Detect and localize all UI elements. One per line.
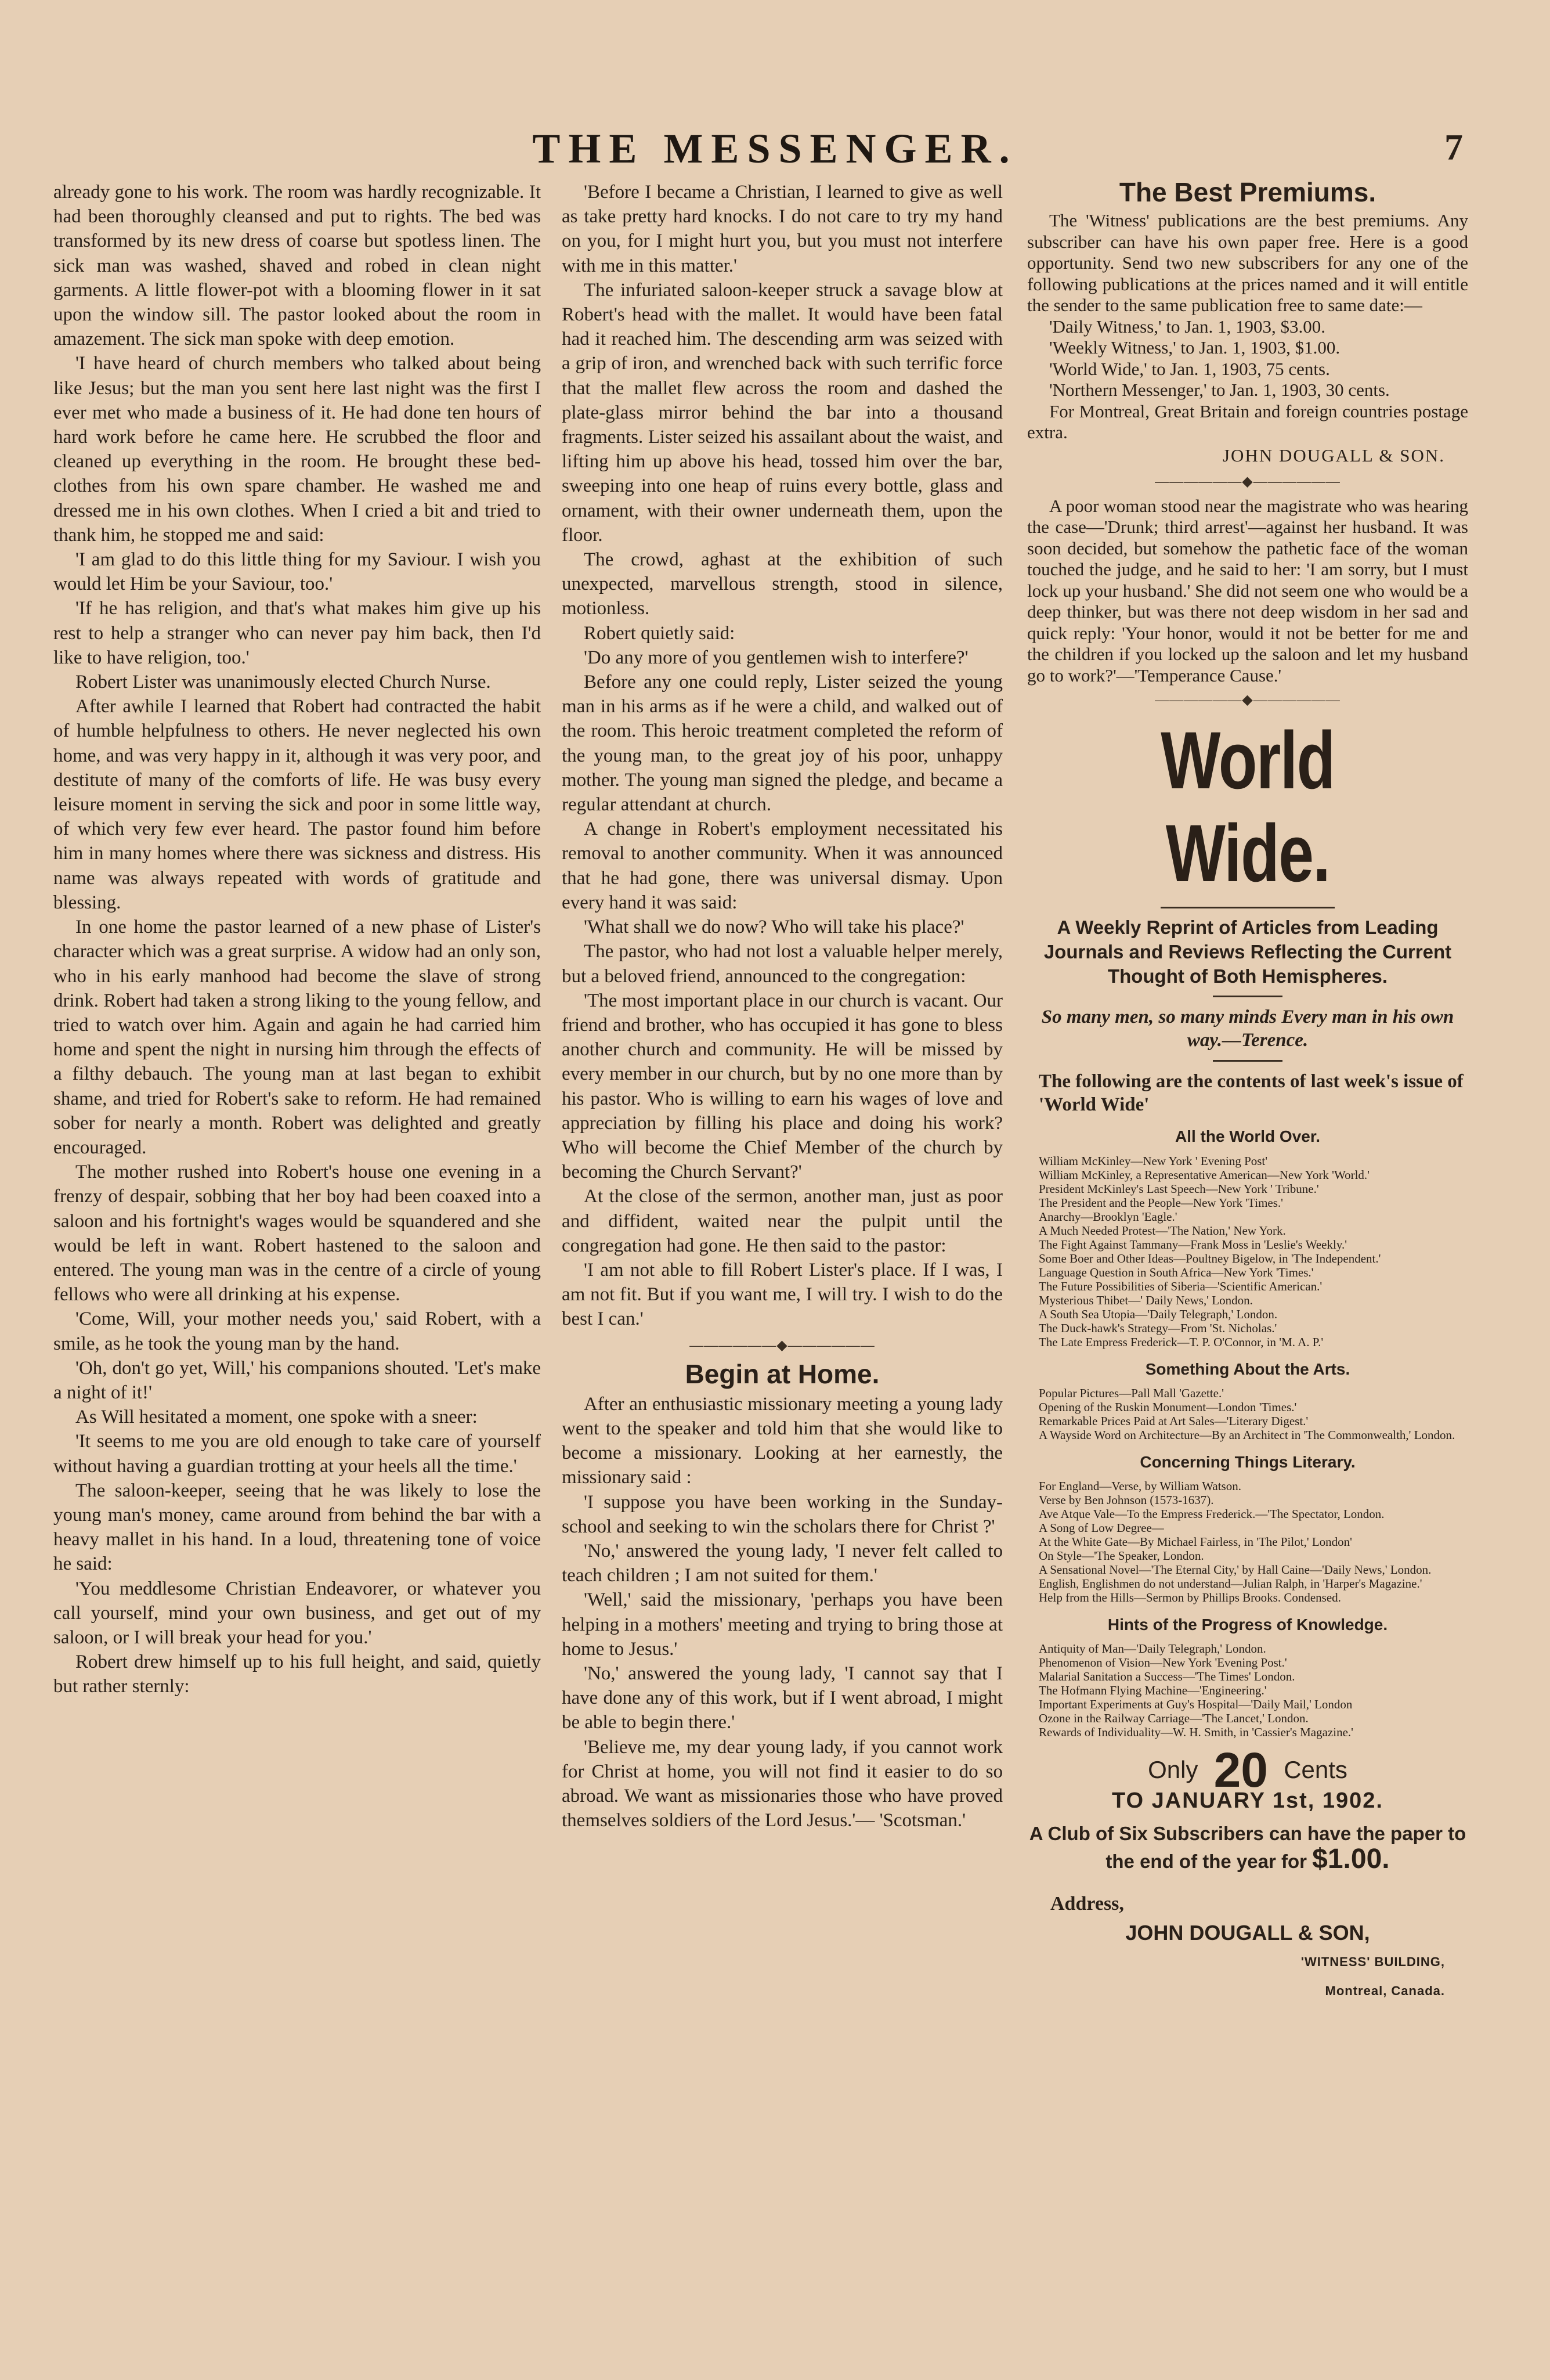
paragraph: The saloon-keeper, seeing that he was likely to lose the young man's money, came around from behind the bar with a heavy mallet in his hand. In a loud, threatening tone of voice he said: [53,1480,541,1575]
paragraph: The mother rushed into Robert's house one evening in a frenzy of despair, sobbing that her boy had been coaxed into a saloon and his fortnight's wages would be squandered and she would be left in want. Robert hastened to the saloon and entered. The young man was in the centre of a circle of young fellows who were all drinking at his expense. [53,1162,541,1306]
divider [1213,996,1282,997]
page-title: THE MESSENGER. [532,125,1018,172]
list-item: Important Experiments at Guy's Hospital—'Daily Mail,' London [1039,1697,1353,1712]
list-item: The President and the People—New York 'Times.' [1039,1195,1283,1210]
list-item: President McKinley's Last Speech—New York ' Tribune.' [1039,1181,1319,1196]
list-item: Verse by Ben Johnson (1573-1637). [1039,1493,1214,1508]
world-wide-tagline: A Weekly Reprint of Articles from Leading Journals and Reviews Reflecting the Current Thought of Both Hemispheres. [1043,917,1452,987]
page-number: 7 [1444,127,1463,168]
section-heading: All the World Over. [1175,1127,1320,1146]
club-offer-price: $1.00. [1312,1843,1390,1874]
club-offer [1027,1821,1468,1874]
contents-intro: The following are the contents of last week's issue of 'World Wide' [1039,1071,1464,1116]
paragraph: Robert drew himself up to his full height, and said, quietly but rather sternly: [53,1651,541,1697]
section-heading: Concerning Things Literary. [1140,1452,1356,1471]
list-item: 'Northern Messenger,' to Jan. 1, 1903, 30 cents. [1049,380,1390,401]
paragraph: 'I suppose you have been working in the Sunday-school and seeking to win the scholars there for Christ ?' [562,1491,1003,1537]
list-item: 'Daily Witness,' to Jan. 1, 1903, $3.00. [1049,316,1326,337]
masthead [0,113,1550,177]
list-item: The Duck-hawk's Strategy—From 'St. Nicholas.' [1039,1321,1277,1335]
paragraph: 'You meddlesome Christian Endeavorer, or whatever you call yourself, mind your own business, and get out of my saloon, or I will break your head for you.' [53,1578,541,1648]
offer-price-value: 20 [1213,1743,1269,1798]
contents-list [1027,1642,1468,1739]
list-item: William McKinley, a Representative American—New York 'World.' [1039,1167,1370,1182]
column-1 [53,180,541,2363]
paragraph: 'I have heard of church members who talked about being like Jesus; but the man you sent here last night was the first I ever met who made a business of it. He had done ten hours of hard work before he came here. He scrubbed the floor and cleaned up everything in the room. He brought these bed-clothes from his own spare chamber. He washed me and dressed me in his own clothes. When I cried a bit and tried to thank him, he stopped me and said: [53,353,541,546]
list-item: 'Weekly Witness,' to Jan. 1, 1903, $1.00. [1049,337,1341,358]
list-item: Rewards of Individuality—W. H. Smith, in 'Cassier's Magazine.' [1039,1725,1353,1740]
paragraph: Robert Lister was unanimously elected Church Nurse. [75,672,491,693]
offer-price [1027,1743,1468,1798]
section-divider: ――――――◆―――――― [1155,474,1341,489]
section-heading: Hints of the Progress of Knowledge. [1107,1615,1388,1634]
paragraph: 'No,' answered the young lady, 'I cannot say that I have done any of this work, but if I went abroad, I might be able to begin there.' [562,1663,1003,1733]
paragraph: The 'Witness' publications are the best premiums. Any subscriber can have his own paper free. Here is a good opportunity. Send two new subscribers for any one of the following publications at the prices named and it will entitle the sender to the same publication free to same date:— [1027,210,1468,316]
paragraph: already gone to his work. The room was hardly recognizable. It had been thoroughly cleansed and put to rights. The bed was transformed by its new dress of coarse but spotless linen. The sick man was washed, shaved and robed in clean night garments. A little flower-pot with a blooming flower in it sat upon the window sill. The pastor looked about the room in amazement. The sick man spoke with deep emotion. [53,182,541,350]
paragraph: In one home the pastor learned of a new phase of Lister's character which was a great surprise. A widow had an only son, who in his early manhood had become the slave of strong drink. Robert had taken a strong liking to the young fellow, and tried to watch over him. Again and again he had carried him home and spent the night in nursing him through the effects of a filthy debauch. The young man at last began to exhibit shame, and tried for Robert's sake to reform. He had remained sober for nearly a month. Robert was delighted and greatly encouraged. [53,917,541,1158]
paragraph: 'Believe me, my dear young lady, if you cannot work for Christ at home, you will not find it easier to do so abroad. We want as missionaries those who have proved themselves soldiers of the Lord Jesus.'— 'Scotsman.' [562,1736,1003,1831]
paragraph: As Will hesitated a moment, one spoke with a sneer: [75,1407,478,1428]
list-item: On Style—'The Speaker, London. [1039,1549,1204,1563]
list-item: A South Sea Utopia—'Daily Telegraph,' London. [1039,1307,1278,1321]
list-item: At the White Gate—By Michael Fairless, in 'The Pilot,' London' [1039,1535,1352,1549]
list-item: Antiquity of Man—'Daily Telegraph,' London. [1039,1642,1266,1656]
list-item: A Sensational Novel—'The Eternal City,' by Hall Caine—'Daily News,' London. [1039,1563,1432,1577]
list-item: The Hofmann Flying Machine—'Engineering.' [1039,1683,1267,1698]
divider [1213,1060,1282,1062]
paragraph: Before any one could reply, Lister seized the young man in his arms as if he were a child, and walked out of the room. This heroic treatment completed the reform of the young man, to the great joy of his poor, unhappy mother. The young man signed the pledge, and became a regular attendant at church. [562,672,1003,816]
list-item: Opening of the Ruskin Monument—London 'Times.' [1039,1400,1297,1414]
list-item: A Much Needed Protest—'The Nation,' New York. [1039,1223,1286,1238]
paragraph: 'The most important place in our church is vacant. Our friend and brother, who has occupied it has gone to bless another church and community. He will be missed by every member in our church, but by no one more than by his pastor. Who is willing to earn his wages of love and appreciation by filling his place and doing his work? Who will become the Chief Member of the church by becoming the Church Servant?' [562,990,1003,1183]
paragraph: 'Oh, don't go yet, Will,' his companions shouted. 'Let's make a night of it!' [53,1357,541,1403]
paragraph: Robert quietly said: [584,622,735,644]
list-item: The Fight Against Tammany—Frank Moss in 'Leslie's Weekly.' [1039,1237,1347,1252]
paragraph: 'If he has religion, and that's what makes him give up his rest to help a stranger who can never pay him back, then I'd like to have religion, too.' [53,598,541,668]
section-divider: ――――――◆―――――― [689,1337,875,1353]
list-item: Ozone in the Railway Carriage—'The Lancet,' London. [1039,1711,1309,1726]
paragraph: 'I am not able to fill Robert Lister's place. If I was, I am not fit. But if you want me, I will try. I wish to do the best I can.' [562,1259,1003,1330]
address-label: Address, [1050,1892,1124,1914]
paragraph: At the close of the sermon, another man, just as poor and diffident, waited near the pulpit until the congregation had gone. He then said to the pastor: [562,1186,1003,1256]
section-divider: ――――――◆―――――― [1155,693,1341,708]
address-name: JOHN DOUGALL & SON, [1125,1921,1370,1945]
paragraph: 'What shall we do now? Who will take his place?' [584,917,964,938]
paragraph: A change in Robert's employment necessitated his removal to another community. When it was announced that he had gone, there was universal dismay. Upon every hand it was said: [562,818,1003,913]
list-item: Phenomenon of Vision—New York 'Evening Post.' [1039,1656,1287,1670]
list-item: William McKinley—New York ' Evening Post' [1039,1153,1268,1168]
contents-list [1027,1479,1468,1604]
offer-period: TO JANUARY 1st, 1902. [1112,1788,1383,1813]
list-item: A Song of Low Degree— [1039,1521,1164,1535]
paragraph: The infuriated saloon-keeper struck a savage blow at Robert's head with the mallet. It would have been fatal had it reached him. The descending arm was seized with a grip of iron, and wrenched back with such terrific force that the mallet flew across the room and dashed the plate-glass mirror behind the bar into a thousand fragments. Lister seized his assailant about the waist, and lifting him up above his head, tossed him over the bar, sweeping into one heap of ruins every bottle, glass and ornament, with their owner underneath them, upon the floor. [562,279,1003,546]
paragraph: 'No,' answered the young lady, 'I never felt called to teach children ; I am not suited for them.' [562,1540,1003,1586]
section-heading: Something About the Arts. [1145,1360,1350,1378]
list-item: For England—Verse, by William Watson. [1039,1479,1241,1494]
list-item: Mysterious Thibet—' Daily News,' London. [1039,1293,1253,1307]
column-3 [1027,180,1468,2363]
paragraph: After an enthusiastic missionary meeting a young lady went to the speaker and told him that she would like to become a missionary. Looking at her earnestly, the missionary said : [562,1393,1003,1488]
list-item: Popular Pictures—Pall Mall 'Gazette.' [1039,1386,1224,1400]
list-item: Ave Atque Vale—To the Empress Frederick.—'The Spectator, London. [1039,1507,1385,1521]
list-item: Remarkable Prices Paid at Art Sales—'Literary Digest.' [1039,1413,1309,1428]
column-2 [562,180,1003,2363]
world-wide-title: World Wide. [1161,715,1335,899]
contents-list [1027,1154,1468,1349]
contents-list [1027,1386,1468,1442]
paragraph: 'Do any more of you gentlemen wish to interfere?' [584,647,969,668]
offer-cents-label: Cents [1284,1756,1347,1784]
paragraph: 'I am glad to do this little thing for my Saviour. I wish you would let Him be your Saviour, too.' [53,549,541,595]
list-item: English, Englishmen do not understand—Julian Ralph, in 'Harper's Magazine.' [1039,1577,1422,1591]
paragraph: For Montreal, Great Britain and foreign countries postage extra. [1027,401,1468,443]
paragraph: 'Before I became a Christian, I learned to give as well as take pretty hard knocks. I do not care to try my hand on you, for I might hurt you, but you must not interfere with me in this matter.' [562,182,1003,276]
list-item: Some Boer and Other Ideas—Poultney Bigelow, in 'The Independent.' [1039,1251,1381,1265]
paragraph: A poor woman stood near the magistrate who was hearing the case—'Drunk; third arrest'—against her husband. It was soon decided, but somehow the pathetic face of the woman touched the judge, and he said to her: 'I am sorry, but I must lock up your husband.' She did not seem one who would be a deep thinker, but was there not deep wisdom in her sad and quick reply: 'Your honor, would it not be better for me and the children if you locked up the saloon and let my husband go to work?'—'Temperance Cause.' [1027,495,1468,686]
signature: JOHN DOUGALL & SON. [1222,445,1445,466]
list-item: The Future Possibilities of Siberia—'Scientific American.' [1039,1279,1323,1293]
list-item: A Wayside Word on Architecture—By an Architect in 'The Commonwealth,' London. [1039,1427,1455,1442]
address-city: Montreal, Canada. [1325,1984,1445,1999]
list-item: Help from the Hills—Sermon by Phillips Brooks. Condensed. [1039,1591,1341,1605]
list-item: Language Question in South Africa—New York 'Times.' [1039,1265,1314,1279]
paragraph: 'It seems to me you are old enough to take care of yourself without having a guardian trotting at your heels all the time.' [53,1431,541,1477]
article-heading: The Best Premiums. [1119,180,1376,207]
paragraph: 'Well,' said the missionary, 'perhaps you have been helping in a mothers' meeting and trying to bring those at home to Jesus.' [562,1589,1003,1660]
list-item: The Late Empress Frederick—T. P. O'Connor, in 'M. A. P.' [1039,1335,1324,1349]
world-wide-motto: So many men, so many minds Every man in his own way.—Terence. [1041,1007,1454,1051]
offer-only-label: Only [1148,1756,1198,1784]
list-item: Malarial Sanitation a Success—'The Times' London. [1039,1669,1295,1684]
paragraph: After awhile I learned that Robert had contracted the habit of humble helpfulness to others. He never neglected his own home, and was very happy in it, although it was very poor, and destitute of many of the comforts of life. He was busy every leisure moment in serving the sick and poor in some little way, of which very few ever heard. The pastor found him before him in many homes where there was sickness and distress. His name was always repeated with words of gratitude and blessing. [53,696,541,913]
paragraph: The pastor, who had not lost a valuable helper merely, but a beloved friend, announced to the congregation: [562,941,1003,987]
list-item: Anarchy—Brooklyn 'Eagle.' [1039,1209,1177,1224]
article-heading: Begin at Home. [685,1358,880,1389]
address-building: 'WITNESS' BUILDING, [1300,1955,1445,1970]
paragraph: 'Come, Will, your mother needs you,' said Robert, with a smile, as he took the young man by the hand. [53,1308,541,1354]
club-offer-text: A Club of Six Subscribers can have the paper to the end of the year for [1029,1822,1466,1872]
paragraph: The crowd, aghast at the exhibition of such unexpected, marvellous strength, stood in silence, motionless. [562,549,1003,619]
list-item: 'World Wide,' to Jan. 1, 1903, 75 cents. [1049,358,1330,379]
divider [1161,907,1335,908]
